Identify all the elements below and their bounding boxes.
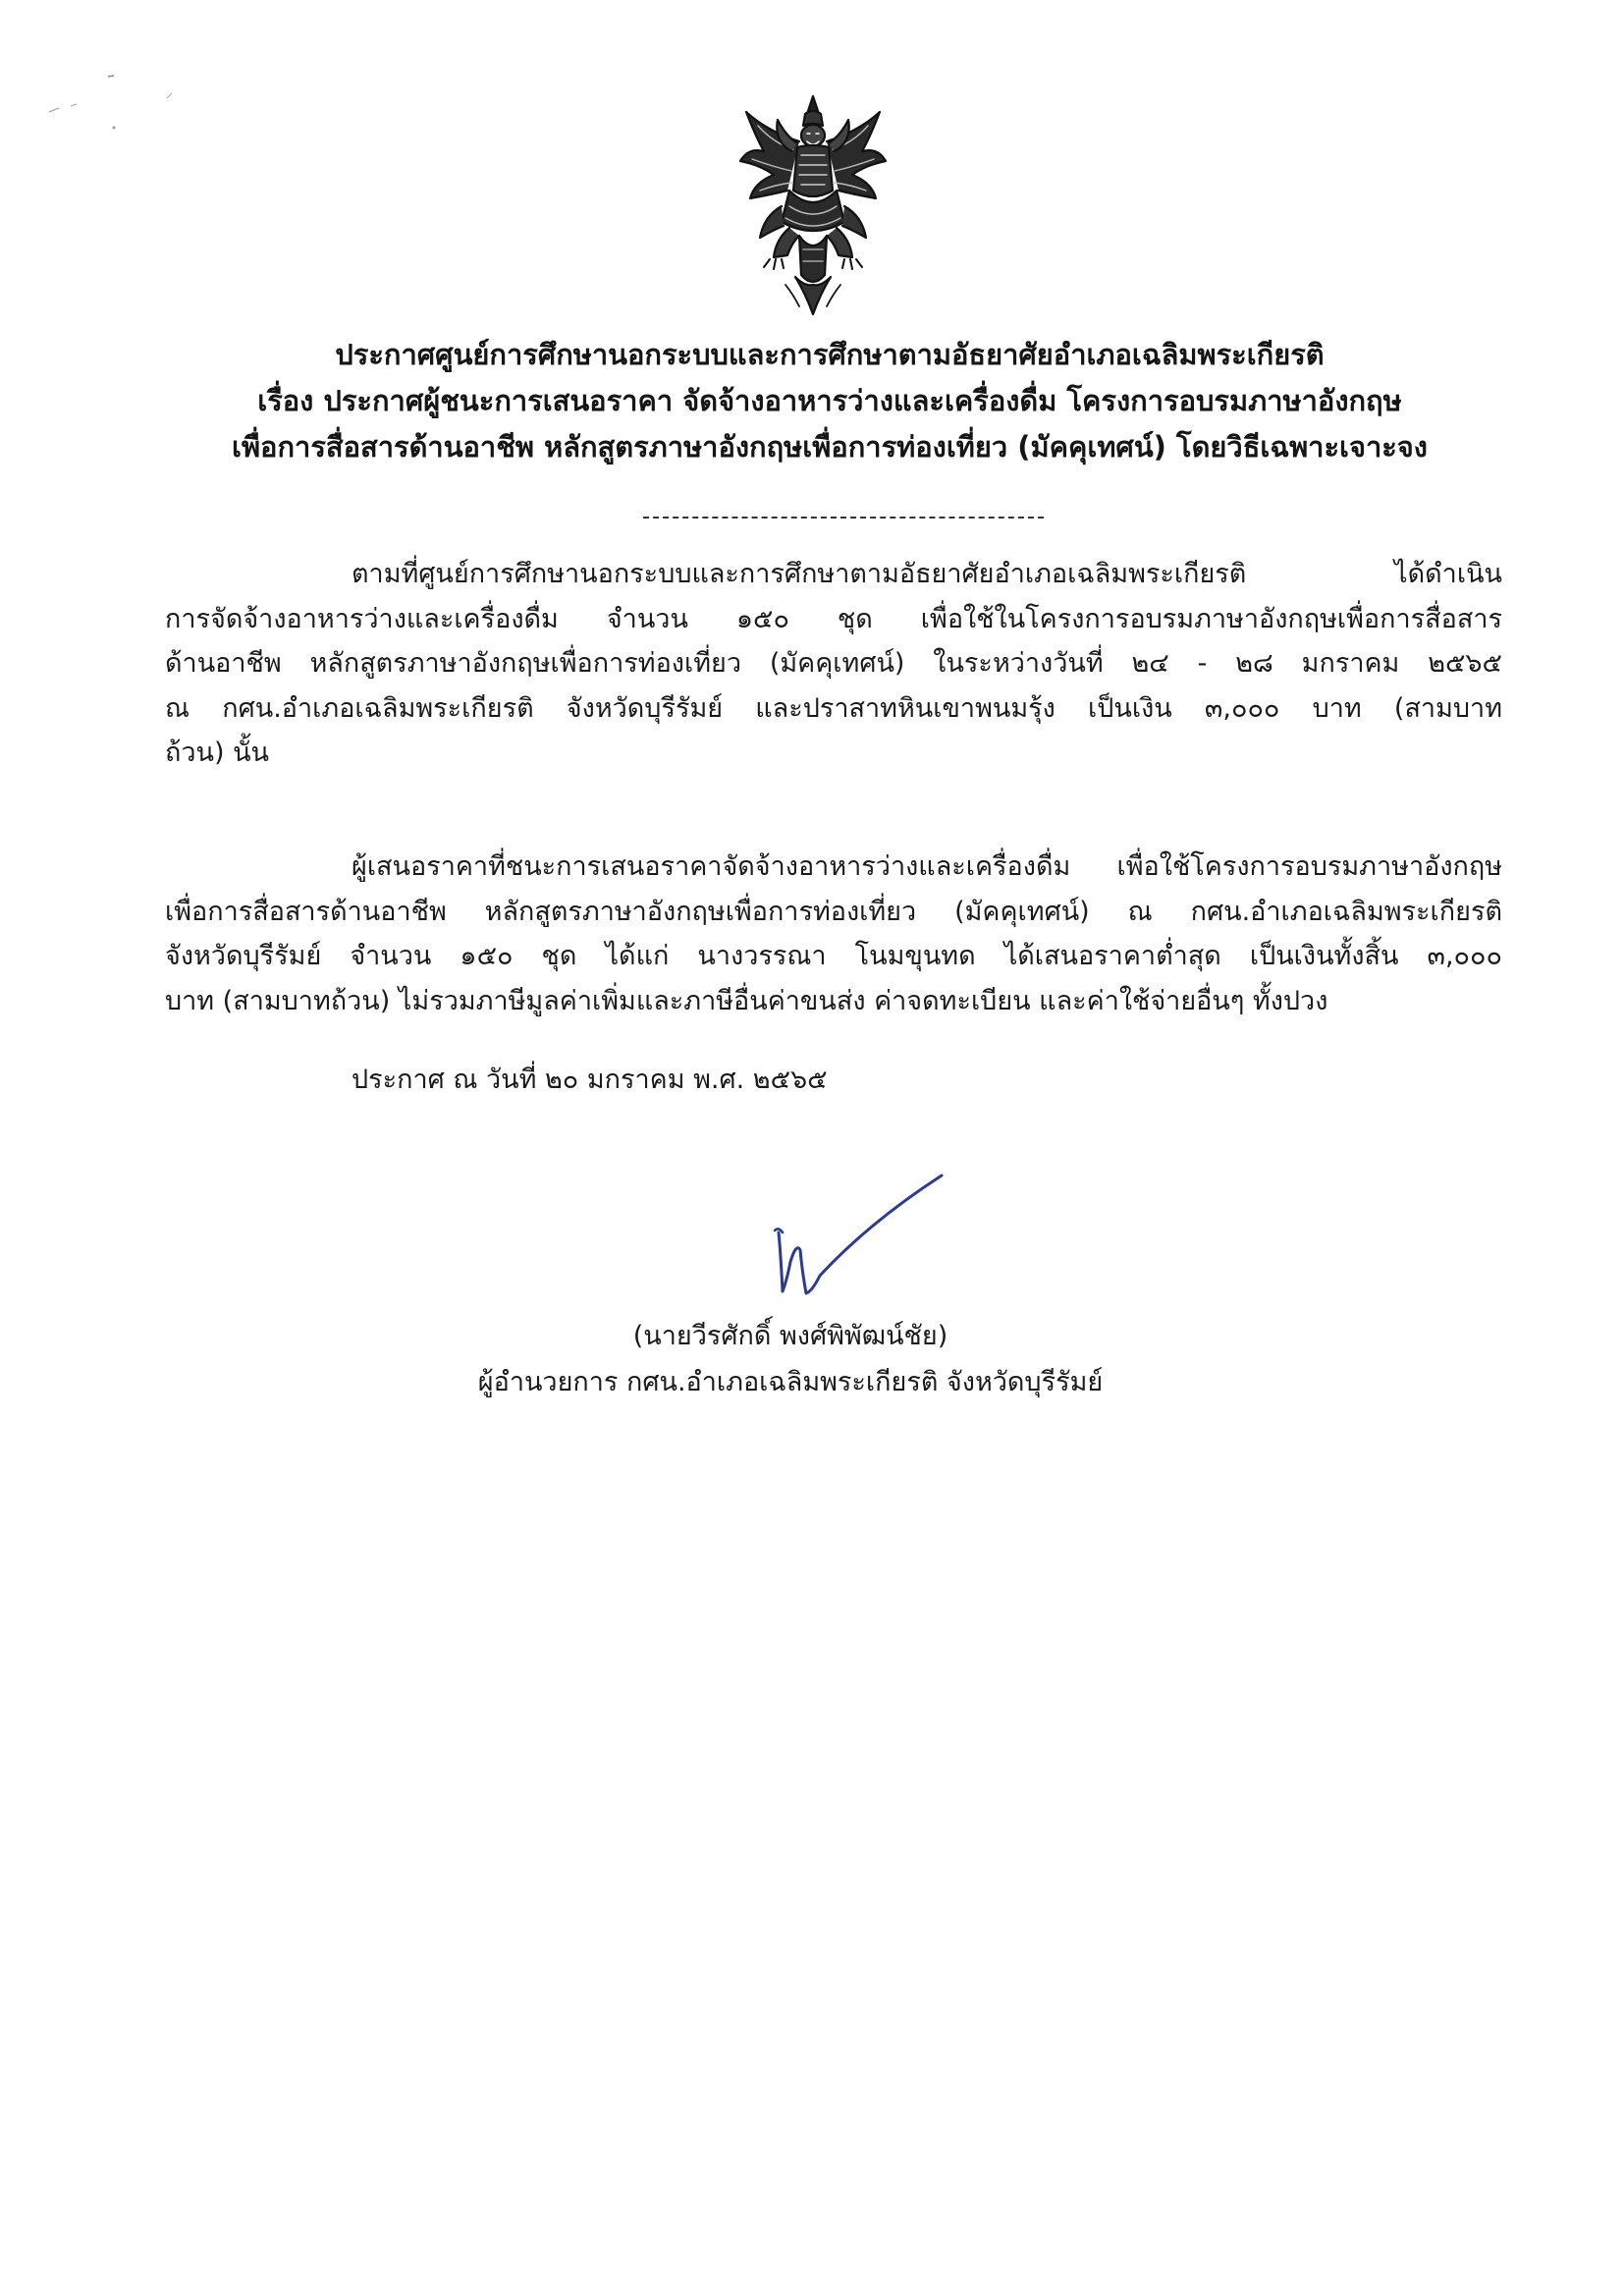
announcement-title — [147, 332, 1512, 470]
title-separator — [643, 517, 1044, 519]
title-line-1: ประกาศศูนย์การศึกษานอกระบบและการศึกษาตามอัธยาศัยอำเภอเฉลิมพระเกียรติ — [335, 338, 1325, 371]
title-line-3: เพื่อการสื่อสารด้านอาชีพ หลักสูตรภาษาอังกฤษเพื่อการท่องเที่ยว (มัคคุเทศน์) โดยวิธีเฉพาะเจาะจง — [232, 430, 1428, 464]
paragraph-line: ด้านอาชีพ หลักสูตรภาษาอังกฤษเพื่อการท่องเที่ยว (มัคคุเทศน์) ในระหว่างวันที่ ๒๔ - ๒๘ มกราคม ๒๕๖๕ — [165, 648, 1502, 679]
paragraph-line: การจัดจ้างอาหารว่างและเครื่องดื่ม จำนวน ๑๕๐ ชุด เพื่อใช้ในโครงการอบรมภาษาอังกฤษเพื่อการสื่อสาร — [165, 603, 1502, 634]
signer-position: ผู้อำนวยการ กศน.อำเภอเฉลิมพระเกียรติ จังหวัดบุรีรัมย์ — [477, 1367, 1104, 1397]
paragraph-line: ผู้เสนอราคาที่ชนะการเสนอราคาจัดจ้างอาหารว่างและเครื่องดื่ม เพื่อใช้โครงการอบรมภาษาอังกฤษ — [352, 851, 1502, 882]
paragraph-winner — [165, 845, 1502, 1023]
paragraph-line: เพื่อการสื่อสารด้านอาชีพ หลักสูตรภาษาอังกฤษเพื่อการท่องเที่ยว (มัคคุเทศน์) ณ กศน.อำเภอเฉลิมพระเกียรติ — [165, 896, 1502, 927]
handwritten-signature-icon — [761, 1174, 957, 1311]
paragraph-line: บาท (สามบาทถ้วน) ไม่รวมภาษีมูลค่าเพิ่มและภาษีอื่นค่าขนส่ง ค่าจดทะเบียน และค่าใช้จ่ายอื่นๆ ทั้งปวง — [165, 985, 1328, 1016]
title-line-2: เรื่อง ประกาศผู้ชนะการเสนอราคา จัดจ้างอาหารว่างและเครื่องดื่ม โครงการอบรมภาษาอังกฤษ — [257, 384, 1402, 417]
paragraph-line: ตามที่ศูนย์การศึกษานอกระบบและการศึกษาตามอัธยาศัยอำเภอเฉลิมพระเกียรติ ได้ดำเนิน — [352, 559, 1502, 589]
paragraph-line: ณ กศน.อำเภอเฉลิมพระเกียรติ จังหวัดบุรีรัมย์ และปราสาทหินเขาพนมรุ้ง เป็นเงิน ๓,๐๐๐ บาท (สามบาท — [165, 692, 1502, 724]
announcement-date: ประกาศ ณ วันที่ ๒๐ มกราคม พ.ศ. ๒๕๖๕ — [352, 1065, 828, 1095]
paragraph-intro — [165, 552, 1502, 776]
signer-name: (นายวีรศักดิ์ พงศ์พิพัฒน์ชัย) — [632, 1321, 948, 1351]
scan-specks — [39, 69, 196, 147]
paragraph-line: ถ้วน) นั้น — [165, 738, 269, 768]
paragraph-line: จังหวัดบุรีรัมย์ จำนวน ๑๕๐ ชุด ได้แก่ นางวรรณา โนมขุนทด ได้เสนอราคาต่ำสุด เป็นเงินทั้งสิ้น ๓,๐๐๐ — [165, 941, 1502, 971]
garuda-emblem-icon — [734, 92, 892, 320]
